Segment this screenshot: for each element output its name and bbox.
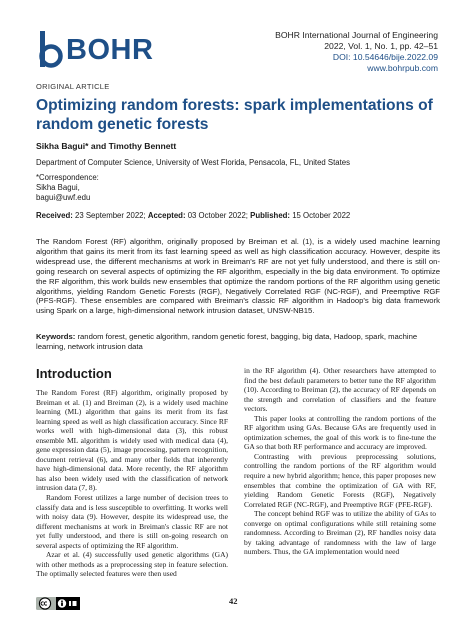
paragraph: This paper looks at controlling the random portions of the RF algorithm using GAs. Because GAs are frequently used in optimization schemes, the goal of this work is to fine-tune the GA so that both RF performance and accuracy are improved.: [244, 413, 436, 452]
keywords-label: Keywords:: [36, 332, 76, 341]
publisher-logo: [36, 30, 186, 72]
accepted-date: 03 October 2022;: [187, 211, 248, 220]
body-column-right: [244, 366, 436, 557]
cc-by-license-icon[interactable]: [36, 597, 80, 610]
correspondence: [36, 173, 99, 202]
page-number: 42: [229, 596, 238, 606]
journal-info: [275, 30, 438, 74]
authors: Sikha Bagui* and Timothy Bennett: [36, 141, 177, 151]
article-dates: [36, 211, 350, 220]
paragraph: The Random Forest (RF) algorithm, originally proposed by Breiman et al. (1) and Breiman (2), is a widely used machine learning (ML) algorithm that gains its merit from its fast learning speed as well as high classification accuracy. Since RF works well with high-dimensional data (3), this robust ensemble ML algorithm is widely used with medical data (4), gene expression data (5), image processing, pattern recognition, document retrieval (6), and many other fields that inherently have high-dimensional data. More recently, the RF algorithm has also been widely used with the classification of network intrusion data (7, 8).: [36, 388, 228, 493]
correspondence-label: *Correspondence:: [36, 173, 99, 182]
section-heading-introduction: Introduction: [36, 366, 112, 381]
affiliation: Department of Computer Science, University of West Florida, Pensacola, FL, United States: [36, 158, 351, 167]
abstract: The Random Forest (RF) algorithm, originally proposed by Breiman et al. (1), is a widely used machine learning algorithm that gains its merit from its fast learning speed as well as high classification accuracy. However, despite its widespread use, the different mechanisms at work in Breiman's RF are not yet fully understood, and there is still on-going research on several aspects of optimizing the RF algorithm, especially in the big data environment. To optimize the RF algorithm, this work builds new ensembles that optimize the random portions of the RF algorithm using genetic algorithms, yielding Random Genetic Forests (RGF), Negatively Correlated RGF (NC-RGF), and Preemptive RGF (PFS-RGF). These ensembles are compared with Breiman's classic RF algorithm in Hadoop's big data framework using Spark on a large, high-dimensional network intrusion dataset, UNSW-NB15.: [36, 237, 440, 316]
correspondence-name: Sikha Bagui,: [36, 182, 80, 192]
published-date: 15 October 2022: [292, 211, 351, 220]
received-date: 23 September 2022;: [75, 211, 146, 220]
article-type-label: ORIGINAL ARTICLE: [36, 82, 110, 91]
paragraph: The concept behind RGF was to utilize the ability of GAs to converge on optimal configurations while still retaining some randomness. According to Breiman (2), RF handles noisy data by taking advantage of randomness with the law of large numbers. Thus, the GA implementation would need: [244, 509, 436, 557]
keywords: [36, 332, 440, 352]
accepted-label: Accepted:: [147, 211, 186, 220]
bohr-logo-icon: [36, 30, 64, 70]
correspondence-email[interactable]: bagui@uwf.edu: [36, 192, 91, 202]
published-label: Published:: [250, 211, 291, 220]
doi-link[interactable]: DOI: 10.54646/bije.2022.09: [332, 52, 438, 62]
logo-text: BOHR: [66, 34, 154, 66]
body-column-left: [36, 388, 228, 579]
article-title: Optimizing random forests: spark implementations of random genetic forests: [36, 97, 433, 133]
keywords-list: random forest, genetic algorithm, random genetic forest, bagging, big data, Hadoop, spark, machine learning, network intrusion data: [36, 332, 418, 351]
received-label: Received:: [36, 211, 73, 220]
paragraph: in the RF algorithm (4). Other researchers have attempted to find the best default parameters to better tune the RF algorithm (10). According to Breiman (2), the accuracy of RF depends on the strength and correlation of classifiers and the feature vectors.: [244, 366, 436, 414]
journal-name: BOHR International Journal of Engineering: [275, 30, 438, 40]
journal-citation: 2022, Vol. 1, No. 1, pp. 42–51: [324, 41, 438, 51]
website-link[interactable]: www.bohrpub.com: [367, 63, 438, 73]
paragraph: Azar et al. (4) successfully used genetic algorithms (GA) with other methods as a preprocessing step in feature selection. The optimally selected features were then used: [36, 550, 228, 579]
paragraph: Random Forest utilizes a large number of decision trees to classify data and is less susceptible to overfitting. It works well with noisy data (9). However, despite its widespread use, the different mechanisms at work in Breiman's classic RF are not yet fully understood, and there is still on-going research on several aspects of optimizing the RF algorithm.: [36, 493, 228, 550]
paragraph: Contrasting with previous preprocessing solutions, controlling the random portions of the RF algorithm would require a new hybrid algorithm; hence, this paper proposes new ensembles that combine the optimization of GA with RF, yielding Random Genetic Forests (RGF), Negatively Correlated RGF (NC-RGF), and Preemptive RGF (PFE-RGF).: [244, 451, 436, 509]
